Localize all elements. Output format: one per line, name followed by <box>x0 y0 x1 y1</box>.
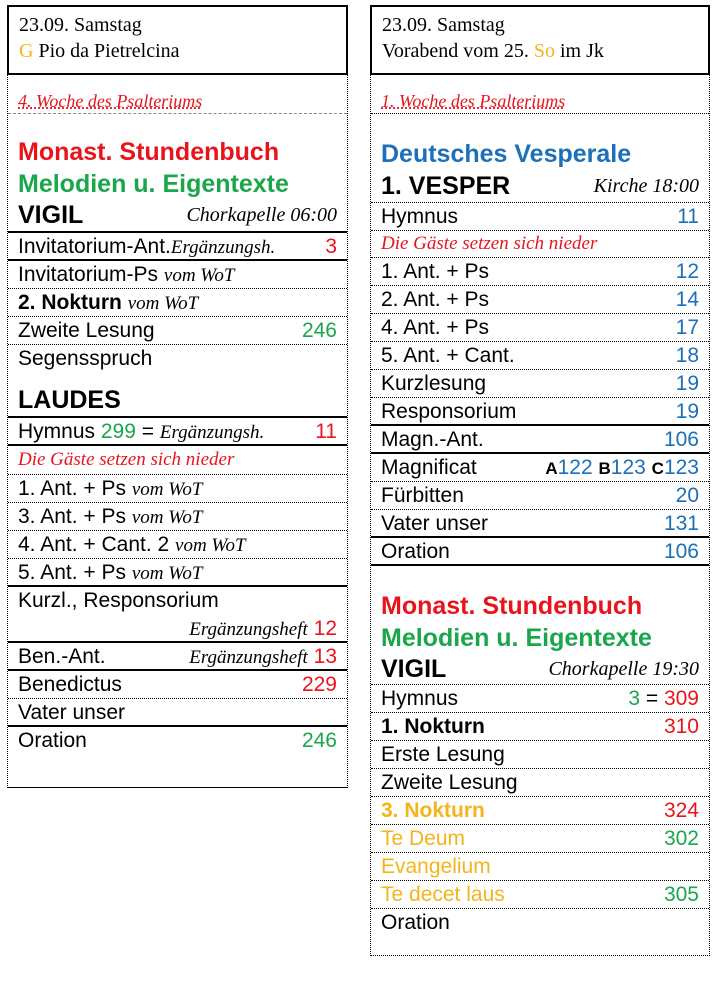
page-number: 12 <box>675 260 699 283</box>
row-label: Segensspruch <box>18 347 153 370</box>
row-note: Ergänzungsheft <box>189 619 308 640</box>
row-label: Erste Lesung <box>381 743 505 766</box>
left-day-column <box>7 6 348 788</box>
row-label: Zweite Lesung <box>18 319 155 342</box>
vesper-title: 1. VESPER <box>381 172 511 200</box>
invitatorium-ps-row <box>8 261 347 289</box>
right-book-subtitle: Melodien u. Eigentexte <box>381 624 652 652</box>
row-label: Evangelium <box>381 855 491 878</box>
page-number: 310 <box>663 715 699 738</box>
row-label: Oration <box>381 540 450 563</box>
te-decet-laus-row <box>371 881 709 909</box>
magnificat-row <box>371 454 709 482</box>
nokturn-3-row <box>371 797 709 825</box>
left-date-header <box>7 5 348 75</box>
row-label: Fürbitten <box>381 484 464 507</box>
right-date: 23.09. Samstag <box>382 14 505 36</box>
row-label: Hymnus <box>381 205 459 228</box>
page-number: 131 <box>663 512 699 535</box>
vater-unser-row <box>8 699 347 727</box>
row-note: vom WoT <box>127 293 199 314</box>
erste-lesung-row <box>371 741 709 769</box>
oration-evening-row <box>371 909 709 937</box>
row-label: Vater unser <box>381 512 488 535</box>
row-label: 2. Nokturn <box>18 291 122 314</box>
row-note: vom WoT <box>131 507 203 528</box>
page-number: 302 <box>663 827 699 850</box>
row-label: Kurzl., Responsorium <box>18 589 219 612</box>
row-label: Te Deum <box>381 827 466 850</box>
zweite-lesung-row <box>371 769 709 797</box>
page-number: 12 <box>313 617 337 640</box>
vigil-evening-heading <box>371 654 709 685</box>
right-day-column <box>370 6 710 956</box>
page-number: 246 <box>301 729 337 752</box>
row-note: vom WoT <box>163 265 235 286</box>
row-label: 1. Nokturn <box>381 715 485 738</box>
row-label: Te decet laus <box>381 883 505 906</box>
row-label: Zweite Lesung <box>381 771 518 794</box>
laudes-psalm-row <box>8 531 347 559</box>
row-note: Ergänzungsh. <box>159 422 265 443</box>
page-number: 11 <box>315 420 337 443</box>
vigil-title: VIGIL <box>18 201 84 229</box>
zweite-lesung-row <box>8 317 347 345</box>
page-number: 299 <box>100 420 136 443</box>
row-label: 1. Ant. + Ps <box>18 477 126 500</box>
saint-name: Pio da Pietrelcina <box>38 40 180 62</box>
year-c-label: C <box>651 459 664 478</box>
right-date-header <box>370 5 710 75</box>
left-book-title: Monast. Stundenbuch <box>18 138 280 166</box>
page-number: 20 <box>675 484 699 507</box>
row-note: Ergänzungsheft <box>189 647 308 668</box>
row-label: Magn.-Ant. <box>381 428 484 451</box>
page-number: 3 <box>325 235 337 258</box>
row-note: vom WoT <box>131 563 203 584</box>
page-number: 246 <box>301 319 337 342</box>
row-label: Hymnus <box>381 687 459 710</box>
segensspruch-row <box>8 345 347 373</box>
laudes-psalm-row <box>8 503 347 531</box>
row-label: Invitatorium-Ps <box>18 263 159 286</box>
fuerbitten-row <box>371 482 709 510</box>
evangelium-row <box>371 853 709 881</box>
page-number: 324 <box>663 799 699 822</box>
laudes-hymn-row <box>8 418 347 446</box>
left-date: 23.09. Samstag <box>19 14 142 36</box>
row-label: 2. Ant. + Ps <box>381 288 489 311</box>
left-psalter-week: 4. Woche des Psalteriums <box>18 91 203 111</box>
laudes-heading <box>8 385 347 418</box>
page-number: 14 <box>675 288 699 311</box>
vesper-hymn-row <box>371 203 709 231</box>
magn-ant-row <box>371 426 709 454</box>
te-deum-row <box>371 825 709 853</box>
eve-prefix: Vorabend vom 25. <box>382 40 529 62</box>
vigil-heading <box>8 200 347 233</box>
row-label: Oration <box>381 911 450 934</box>
row-label: 5. Ant. + Ps <box>18 561 126 584</box>
page-number: 305 <box>663 883 699 906</box>
laudes-title: LAUDES <box>18 386 121 414</box>
vigil-place: Chorkapelle 06:00 <box>186 204 337 226</box>
row-label: Kurzlesung <box>381 372 487 395</box>
year-b-label: B <box>598 459 611 478</box>
page-number: 309 <box>663 687 699 710</box>
page-number: 122 <box>557 456 593 479</box>
row-label: Oration <box>18 729 87 752</box>
year-a-label: A <box>545 459 558 478</box>
row-note: Ergänzungsh. <box>170 237 276 258</box>
eve-suffix: im Jk <box>559 40 604 62</box>
row-label: 3. Ant. + Ps <box>18 505 126 528</box>
page-number: 123 <box>610 456 646 479</box>
vesper-heading <box>371 170 709 203</box>
page-number: 13 <box>313 645 337 668</box>
page-number: 106 <box>663 540 699 563</box>
row-note: vom WoT <box>175 535 246 556</box>
nokturn-1-row <box>371 713 709 741</box>
invitatorium-ant-row <box>8 233 347 261</box>
row-label: 5. Ant. + Cant. <box>381 344 515 367</box>
right-book-title: Monast. Stundenbuch <box>381 592 643 620</box>
row-label: Benedictus <box>18 673 122 696</box>
row-label: Ben.-Ant. <box>18 645 106 668</box>
row-label: Invitatorium-Ant. <box>18 235 171 258</box>
page-number: 229 <box>301 673 337 696</box>
row-label: 1. Ant. + Ps <box>381 260 489 283</box>
row-label: Magnificat <box>381 456 477 479</box>
kurzl-responsorium-row <box>8 587 347 643</box>
responsorium-row <box>371 398 709 426</box>
sunday-marker: So <box>533 40 555 62</box>
page-number: 123 <box>663 456 699 479</box>
page-number: 106 <box>663 428 699 451</box>
oration-row <box>8 727 347 755</box>
vesper-psalm-row <box>371 342 709 370</box>
row-label: Responsorium <box>381 400 517 423</box>
vesper-guest-note: Die Gäste setzen sich nieder <box>371 231 709 258</box>
laudes-psalm-row <box>8 475 347 503</box>
vigil-hymn-row <box>371 685 709 713</box>
page-number: 17 <box>675 316 699 339</box>
row-label: 4. Ant. + Cant. 2 <box>18 533 170 556</box>
rank-marker: G <box>19 40 34 62</box>
row-label: 4. Ant. + Ps <box>381 316 489 339</box>
left-book-subtitle: Melodien u. Eigentexte <box>18 170 289 198</box>
vigil-place: Chorkapelle 19:30 <box>548 658 699 680</box>
vater-unser-row <box>371 510 709 538</box>
row-label: Hymnus <box>18 420 96 443</box>
vesper-psalm-row <box>371 286 709 314</box>
row-label: Vater unser <box>18 701 125 724</box>
page-number: 19 <box>675 372 699 395</box>
vesper-psalm-row <box>371 258 709 286</box>
page-number: 11 <box>677 205 699 228</box>
page-number: 3 <box>628 687 640 710</box>
laudes-psalm-row <box>8 559 347 587</box>
equals-sign: = <box>141 420 155 443</box>
ben-ant-row <box>8 643 347 671</box>
equals-sign: = <box>645 687 659 710</box>
vigil-title: VIGIL <box>381 655 447 683</box>
right-psalter-week: 1. Woche des Psalteriums <box>381 91 566 111</box>
row-note: vom WoT <box>131 479 203 500</box>
page-number: 19 <box>675 400 699 423</box>
row-label: 3. Nokturn <box>381 799 485 822</box>
oration-row <box>371 538 709 566</box>
kurzlesung-row <box>371 370 709 398</box>
vesperale-title: Deutsches Vesperale <box>381 140 632 168</box>
laudes-guest-note: Die Gäste setzen sich nieder <box>8 446 347 475</box>
vesper-psalm-row <box>371 314 709 342</box>
nokturn-row <box>8 289 347 317</box>
page-number: 18 <box>675 344 699 367</box>
benedictus-row <box>8 671 347 699</box>
vesper-place: Kirche 18:00 <box>593 175 699 197</box>
